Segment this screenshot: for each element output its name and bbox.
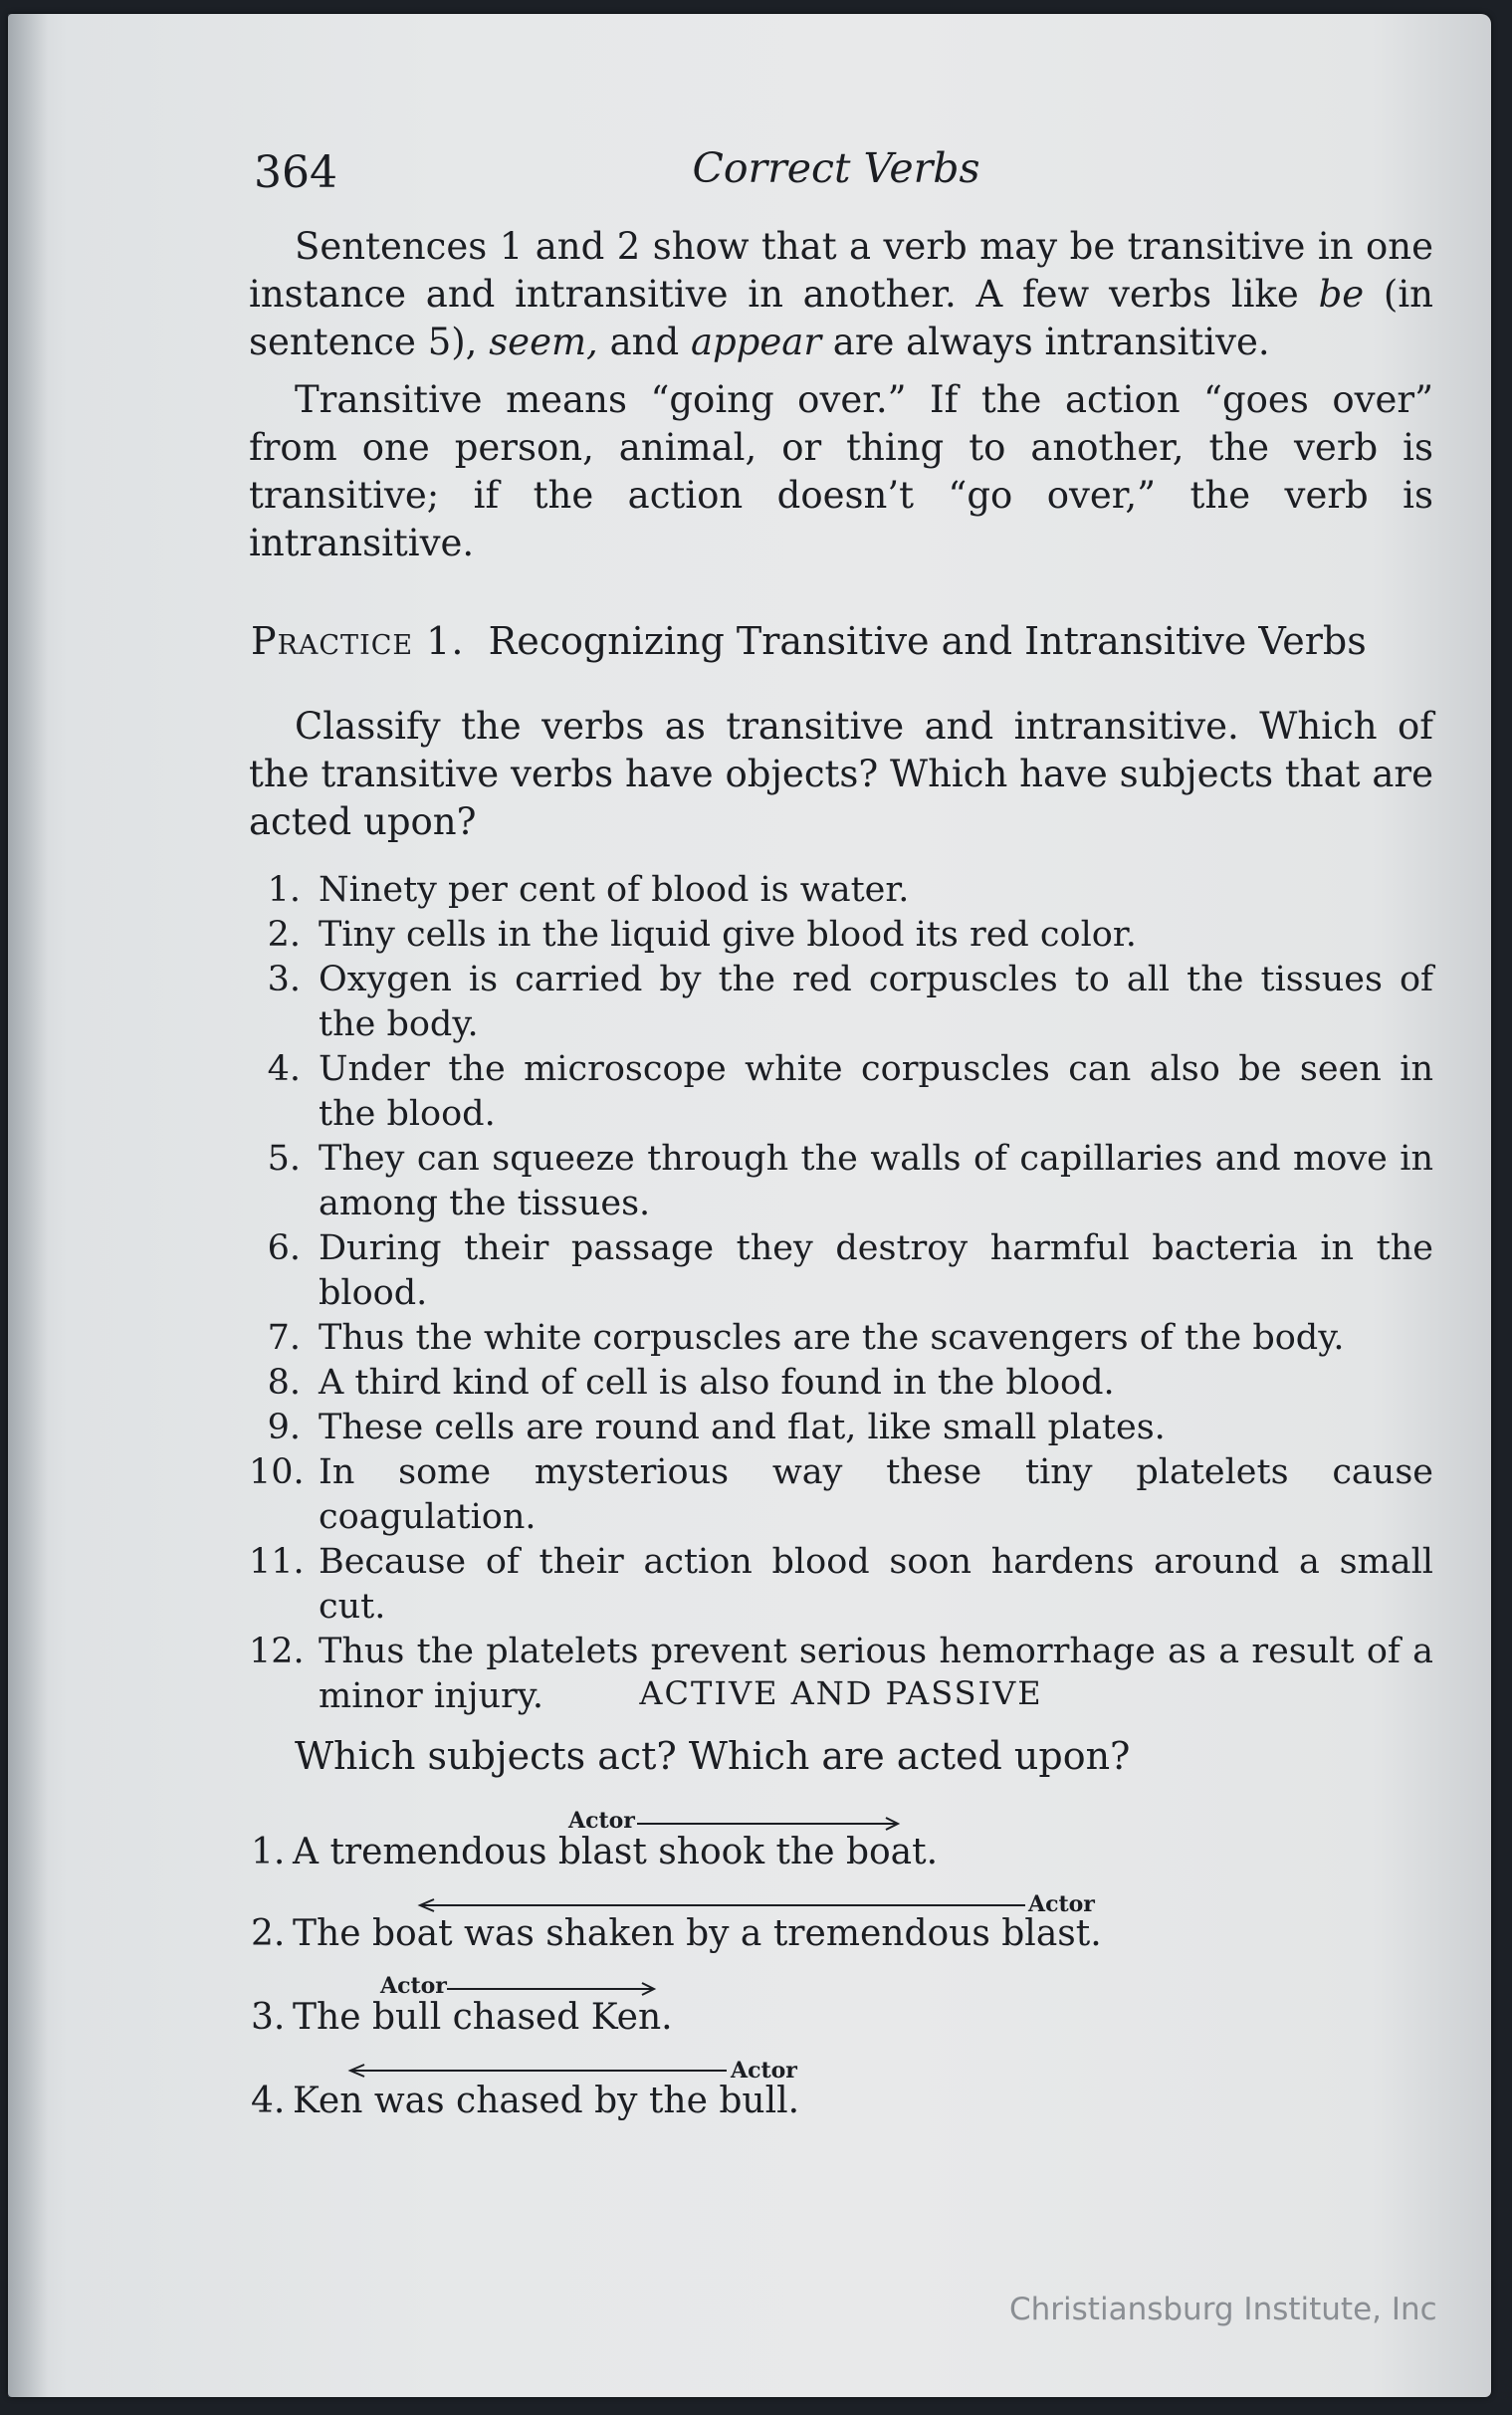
item-number: 10. bbox=[249, 1452, 305, 1492]
actor-label-4: Actor bbox=[731, 2058, 797, 2084]
active-passive-question: Which subjects act? Which are acted upon? bbox=[295, 1734, 1131, 1778]
item-text: Under the microscope white corpuscles can also be seen in the blood. bbox=[319, 1049, 1433, 1134]
list-item bbox=[249, 1406, 1433, 1450]
watermark-text: Christiansburg Institute, Inc bbox=[1009, 2292, 1437, 2327]
example-sentence-2 bbox=[251, 1913, 1102, 1954]
item-number: 1. bbox=[267, 870, 301, 910]
list-item bbox=[249, 1047, 1433, 1137]
intro-para1-and: and bbox=[597, 321, 691, 363]
item-number: 5. bbox=[267, 1139, 301, 1179]
list-item bbox=[249, 913, 1433, 958]
running-title: Correct Verbs bbox=[692, 144, 980, 192]
example-text: The boat was shaken by a tremendous blast. bbox=[293, 1913, 1102, 1954]
list-item bbox=[249, 1361, 1433, 1406]
item-number: 7. bbox=[267, 1318, 301, 1358]
example-text: Ken was chased by the bull. bbox=[293, 2081, 800, 2121]
example-sentence-4 bbox=[251, 2081, 799, 2121]
example-number: 1. bbox=[251, 1832, 286, 1872]
practice-heading bbox=[251, 619, 1435, 663]
actor-label-2: Actor bbox=[1028, 1891, 1095, 1917]
list-item bbox=[249, 1316, 1433, 1361]
item-number: 9. bbox=[267, 1408, 301, 1447]
item-text: These cells are round and flat, like small plates. bbox=[319, 1408, 1166, 1447]
item-number: 11. bbox=[249, 1542, 305, 1582]
intro-paragraph-2: Transitive means “going over.” If the action “goes over” from one person, animal, or thing to another, the verb is transitive; if the action doesn’t “go over,” the verb is intransitive. bbox=[249, 378, 1433, 564]
example-number: 4. bbox=[251, 2081, 286, 2121]
item-text: In some mysterious way these tiny platelets cause coagulation. bbox=[319, 1452, 1433, 1537]
example-text: A tremendous blast shook the boat. bbox=[293, 1832, 939, 1872]
practice-instructions: Classify the verbs as transitive and intransitive. Which of the transitive verbs have objects? Which have subjects that are acted upon? bbox=[249, 705, 1433, 843]
page-number: 364 bbox=[254, 147, 337, 198]
item-number: 3. bbox=[267, 960, 301, 999]
actor-label-3: Actor bbox=[380, 1973, 447, 1999]
example-number: 2. bbox=[251, 1913, 286, 1954]
intro-para1-end: are always intransitive. bbox=[821, 321, 1270, 363]
section-heading-active-passive: ACTIVE AND PASSIVE bbox=[639, 1674, 1043, 1712]
item-text: They can squeeze through the walls of capillaries and move in among the tissues. bbox=[319, 1139, 1433, 1223]
example-text: The bull chased Ken. bbox=[293, 1997, 673, 2038]
item-number: 12. bbox=[249, 1632, 305, 1671]
practice-label: Practice 1. bbox=[251, 619, 465, 663]
item-text: A third kind of cell is also found in the blood. bbox=[319, 1363, 1115, 1403]
actor-arrow-left-4 bbox=[346, 2063, 735, 2083]
list-item bbox=[249, 1137, 1433, 1226]
actor-label-1: Actor bbox=[568, 1808, 635, 1834]
example-sentence-3 bbox=[251, 1997, 673, 2038]
practice-sentence-list bbox=[249, 868, 1433, 1719]
list-item bbox=[249, 1450, 1433, 1540]
item-text: Ninety per cent of blood is water. bbox=[319, 870, 910, 910]
intro-para1-text: Sentences 1 and 2 show that a verb may be transitive in one instance and intransitive in another. A few verbs like bbox=[249, 225, 1433, 316]
item-text: Thus the platelets prevent serious hemorrhage as a result of a minor injury. bbox=[319, 1632, 1433, 1716]
list-item bbox=[249, 1540, 1433, 1630]
item-text: Oxygen is carried by the red corpuscles to all the tissues of the body. bbox=[319, 960, 1433, 1044]
item-text: Because of their action blood soon hardens around a small cut. bbox=[319, 1542, 1433, 1627]
intro-word-be: be bbox=[1318, 273, 1365, 316]
practice-title: Recognizing Transitive and Intransitive Verbs bbox=[488, 619, 1367, 663]
list-item bbox=[249, 1226, 1433, 1316]
item-number: 8. bbox=[267, 1363, 301, 1403]
list-item bbox=[249, 868, 1433, 913]
item-number: 4. bbox=[267, 1049, 301, 1089]
item-text: Tiny cells in the liquid give blood its red color. bbox=[319, 915, 1137, 955]
item-text: Thus the white corpuscles are the scavengers of the body. bbox=[319, 1318, 1345, 1358]
intro-word-appear: appear bbox=[690, 321, 822, 363]
item-number: 2. bbox=[267, 915, 301, 955]
list-item bbox=[249, 958, 1433, 1047]
item-text: During their passage they destroy harmful bacteria in the blood. bbox=[319, 1228, 1433, 1313]
example-sentence-1 bbox=[251, 1832, 938, 1872]
item-number: 6. bbox=[267, 1228, 301, 1268]
example-number: 3. bbox=[251, 1997, 286, 2038]
intro-para1-mid: (in sentence 5), bbox=[249, 273, 1433, 363]
intro-paragraph-1 bbox=[249, 223, 1433, 366]
intro-word-seem: seem, bbox=[489, 321, 598, 363]
